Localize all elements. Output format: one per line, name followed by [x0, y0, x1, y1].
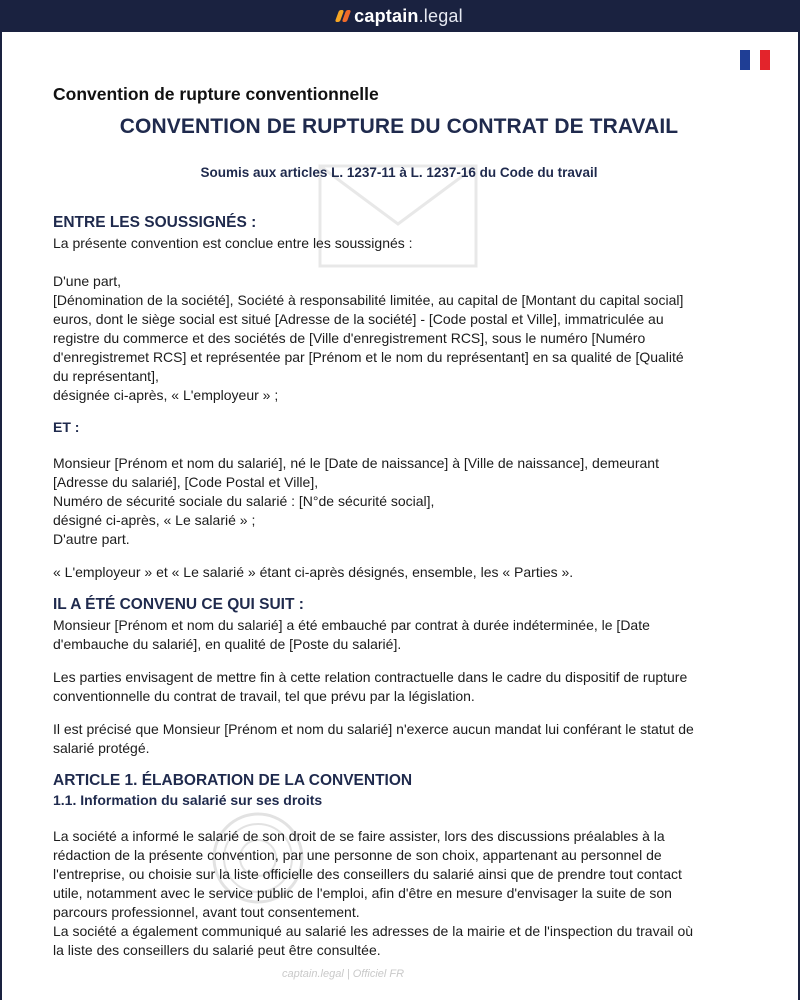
- paragraph: rédaction de la présente convention, par une personne de son choix, appartenant au personnel de: [53, 847, 662, 863]
- section-heading-entre: ENTRE LES SOUSSIGNÉS :: [53, 214, 257, 231]
- article-1-1-subheading: 1.1. Information du salarié sur ses droits: [53, 792, 323, 808]
- paragraph: [Dénomination de la société], Société à responsabilité limitée, au capital de [Montant du capital social]: [53, 292, 684, 308]
- paragraph: La présente convention est conclue entre les soussignés :: [53, 235, 413, 251]
- paragraph: D'une part,: [53, 273, 122, 289]
- paragraph: conventionnelle du contrat de travail, tel que prévu par la législation.: [53, 688, 475, 704]
- top-bar: [0, 0, 800, 32]
- paragraph: du représentant],: [53, 368, 159, 384]
- paragraph: salarié protégé.: [53, 740, 150, 756]
- document-small-title: Convention de rupture conventionnelle: [53, 84, 379, 104]
- paragraph: utile, notamment avec le service public de l'emploi, afin d'être en mesure d'envisager la suite de son: [53, 885, 672, 901]
- paragraph: d'enregistremet RCS] et représentée par [Prénom et le nom du représentant] en sa qualité de [Qualité: [53, 349, 684, 365]
- logo-mark-icon: [335, 10, 351, 22]
- document-page: [2, 32, 798, 1000]
- section-heading-et: ET :: [53, 419, 80, 435]
- paragraph: Il est précisé que Monsieur [Prénom et nom du salarié] n'exerce aucun mandat lui conférant le statut de: [53, 721, 694, 737]
- footer-watermark: captain.legal | Officiel FR: [282, 968, 405, 980]
- paragraph: La société a informé le salarié de son droit de se faire assister, lors des discussions préalables à la: [53, 828, 665, 844]
- document-body: [53, 84, 733, 960]
- paragraph: l'entreprise, ou choisie sur la liste officielle des conseillers du salarié ainsi que de prendre tout contact: [53, 866, 682, 882]
- paragraph: Monsieur [Prénom et nom du salarié] a été embauché par contrat à durée indéterminée, le [Date: [53, 617, 650, 633]
- paragraph: la liste des conseillers du salarié peut être consultée.: [53, 942, 381, 958]
- article-1-heading: ARTICLE 1. ÉLABORATION DE LA CONVENTION: [53, 772, 413, 789]
- paragraph: Numéro de sécurité sociale du salarié : [N°de sécurité social],: [53, 493, 435, 509]
- brand-name: captain.legal: [354, 5, 463, 26]
- document-subtitle: Soumis aux articles L. 1237-11 à L. 1237-16 du Code du travail: [200, 165, 598, 180]
- paragraph: D'autre part.: [53, 531, 130, 547]
- paragraph: euros, dont le siège social est situé [Adresse de la société] - [Code postal et Ville], immatriculée au: [53, 311, 664, 327]
- section-heading-convenu: IL A ÉTÉ CONVENU CE QUI SUIT :: [53, 596, 304, 613]
- paragraph: La société a également communiqué au salarié les adresses de la mairie et de l'inspection du travail où: [53, 923, 694, 939]
- paragraph: parcours professionnel, avant tout consentement.: [53, 904, 360, 920]
- brand-logo[interactable]: [337, 6, 463, 27]
- document-main-title: CONVENTION DE RUPTURE DU CONTRAT DE TRAVAIL: [119, 115, 679, 138]
- paragraph: Les parties envisagent de mettre fin à cette relation contractuelle dans le cadre du dispositif de rupture: [53, 669, 688, 685]
- paragraph: désigné ci-après, « Le salarié » ;: [53, 512, 256, 528]
- paragraph: d'embauche du salarié], en qualité de [Poste du salarié].: [53, 636, 402, 652]
- paragraph: registre du commerce et des sociétés de [Ville d'enregistrement RCS], sous le numéro [Numéro: [53, 330, 646, 346]
- paragraph: Monsieur [Prénom et nom du salarié], né le [Date de naissance] à [Ville de naissance], demeurant: [53, 455, 659, 471]
- paragraph: « L'employeur » et « Le salarié » étant ci-après désignés, ensemble, les « Parties ».: [53, 564, 574, 580]
- paragraph: désignée ci-après, « L'employeur » ;: [53, 387, 279, 403]
- french-flag-icon[interactable]: [740, 50, 770, 70]
- paragraph: [Adresse du salarié], [Code Postal et Ville],: [53, 474, 319, 490]
